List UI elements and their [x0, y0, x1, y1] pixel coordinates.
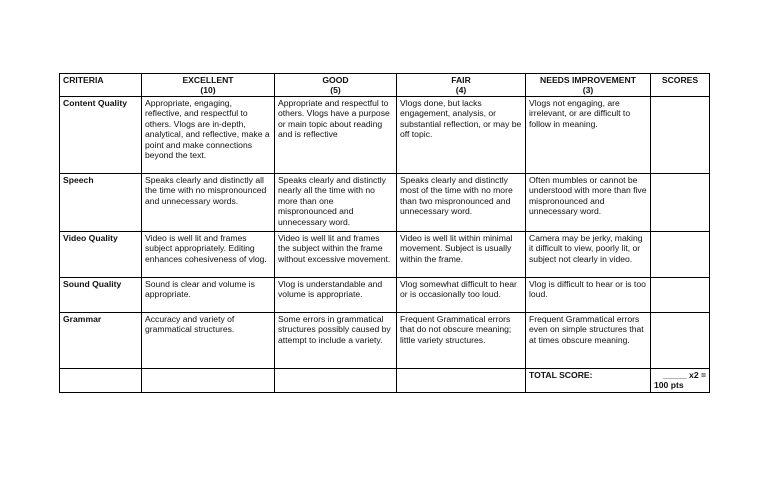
score-cell: [651, 313, 710, 369]
criterion-content-quality: Content Quality: [60, 97, 142, 174]
total-row: [60, 369, 710, 393]
cell-needs-improvement: Often mumbles or cannot be understood with more than five mispronounced and unnecessary word.: [526, 174, 651, 232]
level-label: NEEDS IMPROVEMENT: [540, 75, 636, 85]
cell-good: Some errors in grammatical structures possibly caused by attempt to include a variety.: [275, 313, 397, 369]
level-label: FAIR: [451, 75, 471, 85]
level-points: (5): [330, 85, 341, 96]
level-points: (4): [455, 85, 467, 96]
cell-needs-improvement: Frequent Grammatical errors even on simple structures that at times obscure meaning.: [526, 313, 651, 369]
cell-good: Appropriate and respectful to others. Vlogs have a purpose or main topic about reading and is reflective: [275, 97, 397, 174]
cell-fair: Video is well lit within minimal movement. Subject is usually within the frame.: [397, 232, 526, 278]
total-score-label: TOTAL SCORE:: [526, 369, 651, 393]
cell-good: Video is well lit and frames the subject within the frame without excessive movement.: [275, 232, 397, 278]
cell-needs-improvement: Vlogs not engaging, are irrelevant, or are difficult to follow in meaning.: [526, 97, 651, 174]
score-cell: [651, 174, 710, 232]
cell-good: Speaks clearly and distinctly nearly all the time with no more than one mispronounced and unnecessary word.: [275, 174, 397, 232]
level-points: (3): [582, 85, 594, 96]
criterion-grammar: Grammar: [60, 313, 142, 369]
table-row: [60, 174, 710, 232]
table-row: [60, 313, 710, 369]
cell-excellent: Accuracy and variety of grammatical structures.: [142, 313, 275, 369]
criteria-header: CRITERIA: [60, 74, 142, 97]
criterion-sound-quality: Sound Quality: [60, 278, 142, 313]
level-label: EXCELLENT: [182, 75, 234, 85]
cell-good: Vlog is understandable and volume is appropriate.: [275, 278, 397, 313]
level-label: GOOD: [322, 75, 349, 85]
cell-excellent: Sound is clear and volume is appropriate.: [142, 278, 275, 313]
cell-fair: Vlog somewhat difficult to hear or is occasionally too loud.: [397, 278, 526, 313]
level-header-good: [275, 74, 397, 97]
cell-excellent: Appropriate, engaging, reflective, and respectful to others. Vlogs are in-depth, analytical, and reflective, make a point and make connections beyond the text.: [142, 97, 275, 174]
cell-needs-improvement: Vlog is difficult to hear or is too loud.: [526, 278, 651, 313]
level-header-needs-improvement: [526, 74, 651, 97]
criterion-speech: Speech: [60, 174, 142, 232]
level-points: (10): [200, 85, 216, 96]
cell-needs-improvement: Camera may be jerky, making it difficult to view, poorly lit, or subject not clearly in video.: [526, 232, 651, 278]
cell-excellent: Speaks clearly and distinctly all the time with no mispronounced and unnecessary words.: [142, 174, 275, 232]
header-row: [60, 74, 710, 97]
cell-fair: Vlogs done, but lacks engagement, analysis, or substantial reflection, or may be off topic.: [397, 97, 526, 174]
cell-fair: Speaks clearly and distinctly most of the time with no more than two mispronounced and unnecessary word.: [397, 174, 526, 232]
score-cell: [651, 278, 710, 313]
empty-cell: [397, 369, 526, 393]
table-row: [60, 97, 710, 174]
cell-excellent: Video is well lit and frames subject appropriately. Editing enhances cohesiveness of vlog.: [142, 232, 275, 278]
scores-header: SCORES: [651, 74, 710, 97]
empty-cell: [60, 369, 142, 393]
rubric-table: [59, 73, 710, 393]
score-cell: [651, 97, 710, 174]
total-score-value: [651, 369, 710, 393]
cell-fair: Frequent Grammatical errors that do not obscure meaning; little variety structures.: [397, 313, 526, 369]
empty-cell: [275, 369, 397, 393]
level-header-fair: [397, 74, 526, 97]
score-cell: [651, 232, 710, 278]
table-row: [60, 232, 710, 278]
empty-cell: [142, 369, 275, 393]
score-total-points: 100 pts: [654, 380, 684, 391]
level-header-excellent: [142, 74, 275, 97]
table-row: [60, 278, 710, 313]
score-multiplier: _____ x2 =: [662, 370, 706, 380]
criterion-video-quality: Video Quality: [60, 232, 142, 278]
